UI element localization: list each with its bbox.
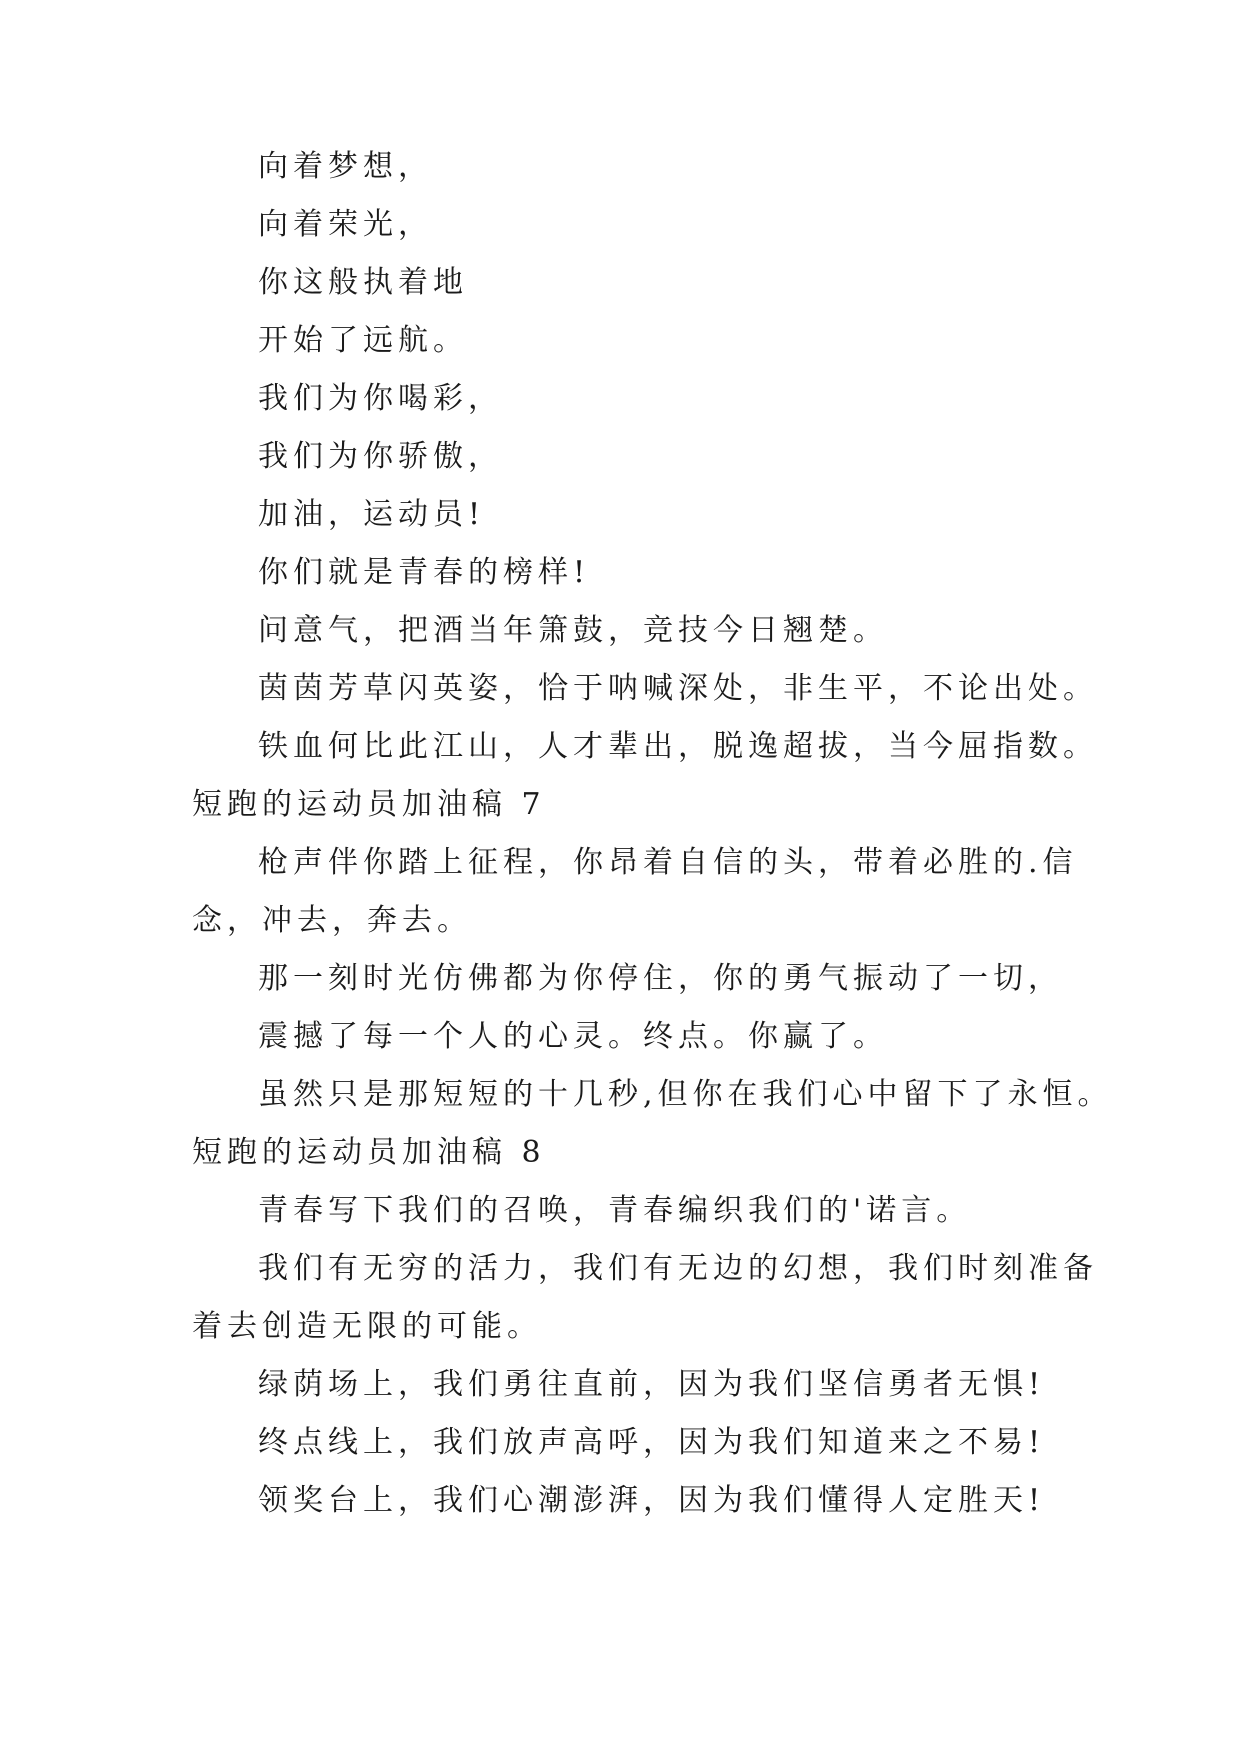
section-heading: 短跑的运动员加油稿 8 bbox=[192, 1135, 546, 1170]
text-line: 枪声伴你踏上征程，你昂着自信的头，带着必胜的.信 bbox=[258, 845, 1078, 880]
text-line: 着去创造无限的可能。 bbox=[192, 1309, 542, 1344]
text-line: 那一刻时光仿佛都为你停住，你的勇气振动了一切， bbox=[258, 961, 1063, 996]
text-line: 茵茵芳草闪英姿，恰于呐喊深处，非生平，不论出处。 bbox=[258, 671, 1098, 706]
text-line: 终点线上，我们放声高呼，因为我们知道来之不易! bbox=[258, 1425, 1046, 1460]
text-line: 开始了远航。 bbox=[258, 323, 468, 358]
text-line: 你们就是青春的榜样! bbox=[258, 555, 591, 590]
text-line: 问意气，把酒当年箫鼓，竞技今日翘楚。 bbox=[258, 613, 888, 648]
text-line: 向着梦想， bbox=[258, 149, 433, 184]
text-line: 加油，运动员! bbox=[258, 497, 486, 532]
text-line: 铁血何比此江山，人才辈出，脱逸超拔，当今屈指数。 bbox=[258, 729, 1098, 764]
text-line: 震撼了每一个人的心灵。终点。你赢了。 bbox=[258, 1019, 888, 1054]
section-heading: 短跑的运动员加油稿 7 bbox=[192, 787, 546, 822]
text-line: 你这般执着地 bbox=[258, 265, 468, 300]
text-line: 我们有无穷的活力，我们有无边的幻想，我们时刻准备 bbox=[258, 1251, 1098, 1286]
text-line: 领奖台上，我们心潮澎湃，因为我们懂得人定胜天! bbox=[258, 1483, 1046, 1518]
text-line: 我们为你骄傲， bbox=[258, 439, 503, 474]
text-line: 我们为你喝彩， bbox=[258, 381, 503, 416]
text-line: 虽然只是那短短的十几秒,但你在我们心中留下了永恒。 bbox=[258, 1077, 1113, 1112]
text-line: 绿荫场上，我们勇往直前，因为我们坚信勇者无惧! bbox=[258, 1367, 1046, 1402]
text-line: 青春写下我们的召唤，青春编织我们的'诺言。 bbox=[258, 1193, 972, 1228]
text-line: 向着荣光， bbox=[258, 207, 433, 242]
text-line: 念，冲去，奔去。 bbox=[192, 903, 472, 938]
